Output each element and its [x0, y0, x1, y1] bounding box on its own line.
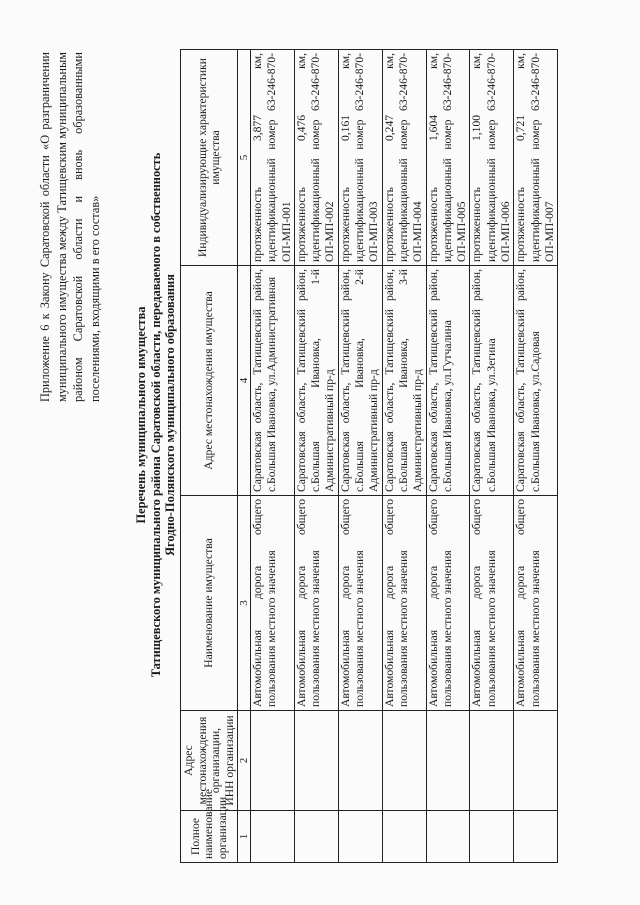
table-row: [338, 50, 382, 863]
cell-org-address: [514, 711, 558, 811]
column-number: 4: [238, 266, 251, 496]
cell-property-address: Саратовская область, Татищевский район, с.Большая Ивановка, ул.Административная: [251, 266, 295, 496]
cell-property-address: Саратовская область, Татищевский район, с.Большая Ивановка, ул.Садовая: [514, 266, 558, 496]
header-property-characteristics: Индивидуализирующие характеристики имущества: [181, 50, 238, 266]
cell-org-address: [382, 711, 426, 811]
cell-property-characteristics: протяженность 0,476 км, идентификационный номер 63-246-870-ОП-МП-002: [294, 50, 338, 266]
cell-org-address: [338, 711, 382, 811]
table-row: [382, 50, 426, 863]
property-table: [180, 49, 558, 863]
table-row: [251, 50, 295, 863]
column-number: 1: [238, 811, 251, 863]
heading-line-1: Перечень муниципального имущества: [134, 306, 148, 524]
table-row: [470, 50, 514, 863]
appendix-note: Приложение 6 к Закону Саратовской области «О разграничении муниципального имущества между Татищевским муниципальным районом Саратовской области и вновь образованными поселениями, входящими в его состав»: [38, 52, 102, 402]
cell-property-address: Саратовская область, Татищевский район, с.Большая Ивановка, 2-й Административный пр-д: [338, 266, 382, 496]
cell-org-address: [251, 711, 295, 811]
cell-property-address: Саратовская область, Татищевский район, с.Большая Ивановка, 3-й Административный пр-д: [382, 266, 426, 496]
cell-org-name: [470, 811, 514, 863]
table-number-row: [238, 50, 251, 863]
table-row: [426, 50, 470, 863]
cell-property-name: Автомобильная дорога общего пользования местного значения: [338, 496, 382, 711]
cell-property-characteristics: протяженность 0,247 км, идентификационный номер 63-246-870-ОП-МП-004: [382, 50, 426, 266]
cell-property-name: Автомобильная дорога общего пользования местного значения: [251, 496, 295, 711]
cell-property-name: Автомобильная дорога общего пользования местного значения: [294, 496, 338, 711]
cell-property-name: Автомобильная дорога общего пользования местного значения: [470, 496, 514, 711]
rotated-content: [22, 20, 622, 880]
header-property-name: Наименование имущества: [181, 496, 238, 711]
cell-property-address: Саратовская область, Татищевский район, с.Большая Ивановка, 1-й Административный пр-д: [294, 266, 338, 496]
table-row: [514, 50, 558, 863]
cell-org-name: [338, 811, 382, 863]
cell-org-name: [294, 811, 338, 863]
cell-org-name: [382, 811, 426, 863]
cell-org-address: [470, 711, 514, 811]
column-number: 5: [238, 50, 251, 266]
header-org-address: Адрес местонахождения организации, ИНН организации: [181, 711, 238, 811]
heading-line-3: Ягодно-Полянского муниципального образования: [163, 274, 178, 556]
table-header-row: [181, 50, 238, 863]
cell-property-characteristics: протяженность 0,161 км, идентификационный номер 63-246-870-ОП-МП-003: [338, 50, 382, 266]
cell-property-characteristics: протяженность 3,877 км, идентификационный номер 63-246-870-ОП-МП-001: [251, 50, 295, 266]
cell-org-name: [426, 811, 470, 863]
cell-property-name: Автомобильная дорога общего пользования местного значения: [426, 496, 470, 711]
header-property-address: Адрес местонахождения имущества: [181, 266, 238, 496]
cell-org-name: [251, 811, 295, 863]
cell-org-address: [294, 711, 338, 811]
table-row: [294, 50, 338, 863]
cell-property-name: Автомобильная дорога общего пользования местного значения: [382, 496, 426, 711]
cell-org-name: [514, 811, 558, 863]
cell-org-address: [426, 711, 470, 811]
header-org-name: Полное наименование организации: [181, 811, 238, 863]
column-number: 2: [238, 711, 251, 811]
document-heading: [134, 70, 178, 760]
cell-property-address: Саратовская область, Татищевский район, с.Большая Ивановка, ул.Гутчалина: [426, 266, 470, 496]
cell-property-characteristics: протяженность 0,721 км, идентификационный номер 63-246-870-ОП-МП-007: [514, 50, 558, 266]
cell-property-characteristics: протяженность 1,604 км, идентификационный номер 63-246-870-ОП-МП-005: [426, 50, 470, 266]
cell-property-name: Автомобильная дорога общего пользования местного значения: [514, 496, 558, 711]
heading-line-2: Татищевского муниципального района Саратовской области, передаваемого в собственность: [148, 152, 163, 678]
table-body: [251, 50, 558, 863]
column-number: 3: [238, 496, 251, 711]
cell-property-characteristics: протяженность 1,100 км, идентификационный номер 63-246-870-ОП-МП-006: [470, 50, 514, 266]
cell-property-address: Саратовская область, Татищевский район, с.Большая Ивановка, ул.Зегина: [470, 266, 514, 496]
